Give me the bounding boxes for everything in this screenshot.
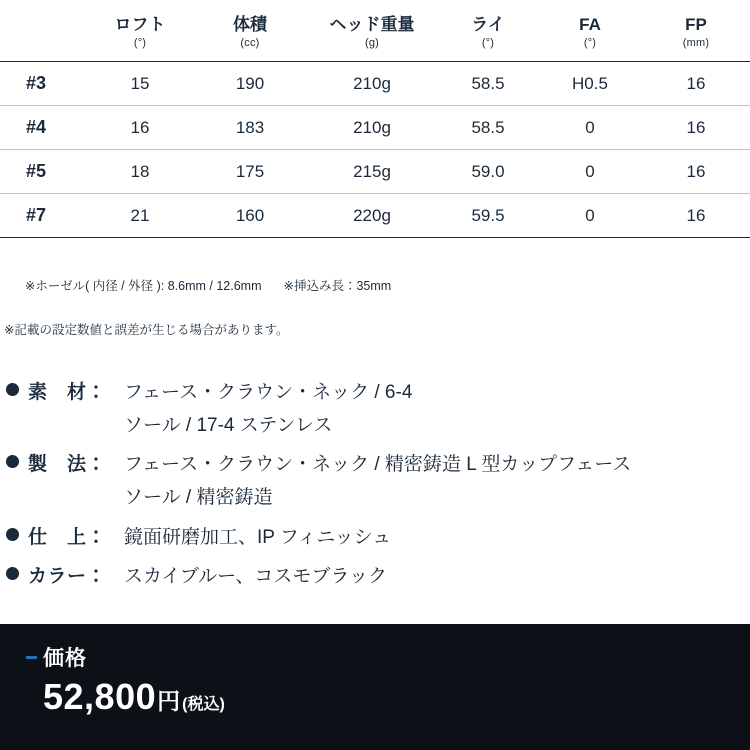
spec-value-finish: 鏡面研磨加工、IP フィニッシュ — [124, 526, 392, 548]
spec-item-finish — [6, 521, 750, 554]
cell-fa: 0 — [538, 150, 642, 194]
column-header-fa: FA (°) — [538, 0, 642, 62]
spec-label-material: 素 材： — [28, 381, 107, 403]
spec-value-material: フェース・クラウン・ネック / 6-4 — [124, 381, 413, 403]
column-header-loft: ロフト (°) — [86, 0, 194, 62]
cell-lie: 58.5 — [438, 106, 538, 150]
column-header-head-weight: ヘッド重量 (g) — [306, 0, 438, 62]
cell-fa: H0.5 — [538, 62, 642, 106]
price-bar — [0, 624, 750, 750]
bullet-icon — [6, 455, 19, 468]
column-header-volume: 体積 (cc) — [194, 0, 306, 62]
cell-loft: 21 — [86, 194, 194, 238]
cell-fp: 16 — [642, 150, 750, 194]
cell-fa: 0 — [538, 106, 642, 150]
cell-model: #5 — [0, 150, 86, 194]
cell-fp: 16 — [642, 62, 750, 106]
cell-loft: 16 — [86, 106, 194, 150]
cell-model: #3 — [0, 62, 86, 106]
table-row — [0, 62, 750, 106]
column-header-fp: FP (mm) — [642, 0, 750, 62]
price-accent-dash-icon — [26, 656, 37, 659]
spec-table-header — [0, 0, 750, 62]
spec-label-color: カラー： — [28, 565, 107, 587]
cell-loft: 15 — [86, 62, 194, 106]
cell-volume: 183 — [194, 106, 306, 150]
cell-fa: 0 — [538, 194, 642, 238]
cell-head-weight: 210g — [306, 106, 438, 150]
cell-volume: 175 — [194, 150, 306, 194]
price-value-row — [26, 676, 750, 718]
spec-subvalue-process: ソール / 精密鋳造 — [124, 487, 273, 509]
spec-item-color — [6, 560, 750, 593]
bullet-icon — [6, 383, 19, 396]
price-tax-note: (税込) — [182, 696, 225, 713]
spec-label-process: 製 法： — [28, 454, 107, 475]
bullet-icon — [6, 528, 19, 541]
footnote-tolerance: ※記載の設定数値と誤差が生じる場合があります。 — [4, 322, 289, 337]
table-footnotes — [4, 254, 750, 342]
cell-volume: 190 — [194, 62, 306, 106]
bullet-icon — [6, 567, 19, 580]
cell-head-weight: 210g — [306, 62, 438, 106]
cell-head-weight: 220g — [306, 194, 438, 238]
spec-value-process: フェース・クラウン・ネック / 精密鋳造 L 型カップフェース — [124, 454, 632, 475]
table-row — [0, 194, 750, 238]
column-header-lie: ライ (°) — [438, 0, 538, 62]
price-currency: 円 — [157, 688, 181, 714]
price-label: 価格 — [43, 647, 87, 670]
price-label-row — [26, 642, 750, 672]
cell-volume: 160 — [194, 194, 306, 238]
spec-table — [0, 0, 750, 238]
cell-fp: 16 — [642, 106, 750, 150]
spec-detail-list — [6, 376, 750, 594]
cell-model: #7 — [0, 194, 86, 238]
cell-model: #4 — [0, 106, 86, 150]
cell-head-weight: 215g — [306, 150, 438, 194]
cell-loft: 18 — [86, 150, 194, 194]
table-row — [0, 106, 750, 150]
spec-subvalue-material: ソール / 17-4 ステンレス — [124, 414, 333, 436]
column-header-model — [0, 0, 86, 62]
cell-lie: 59.0 — [438, 150, 538, 194]
footnote-hosel: ※ホーゼル( 内径 / 外径 ): 8.6mm / 12.6mm ※挿込み長：35mm — [24, 278, 392, 293]
cell-lie: 59.5 — [438, 194, 538, 238]
table-row — [0, 150, 750, 194]
table-header-row — [0, 0, 750, 62]
cell-fp: 16 — [642, 194, 750, 238]
spec-item-process — [6, 448, 750, 515]
spec-table-body — [0, 62, 750, 238]
cell-lie: 58.5 — [438, 62, 538, 106]
spec-item-material — [6, 376, 750, 443]
price-amount: 52,800 — [43, 676, 157, 717]
spec-value-color: スカイブルー、コスモブラック — [124, 565, 387, 587]
spec-label-finish: 仕 上： — [28, 526, 107, 548]
